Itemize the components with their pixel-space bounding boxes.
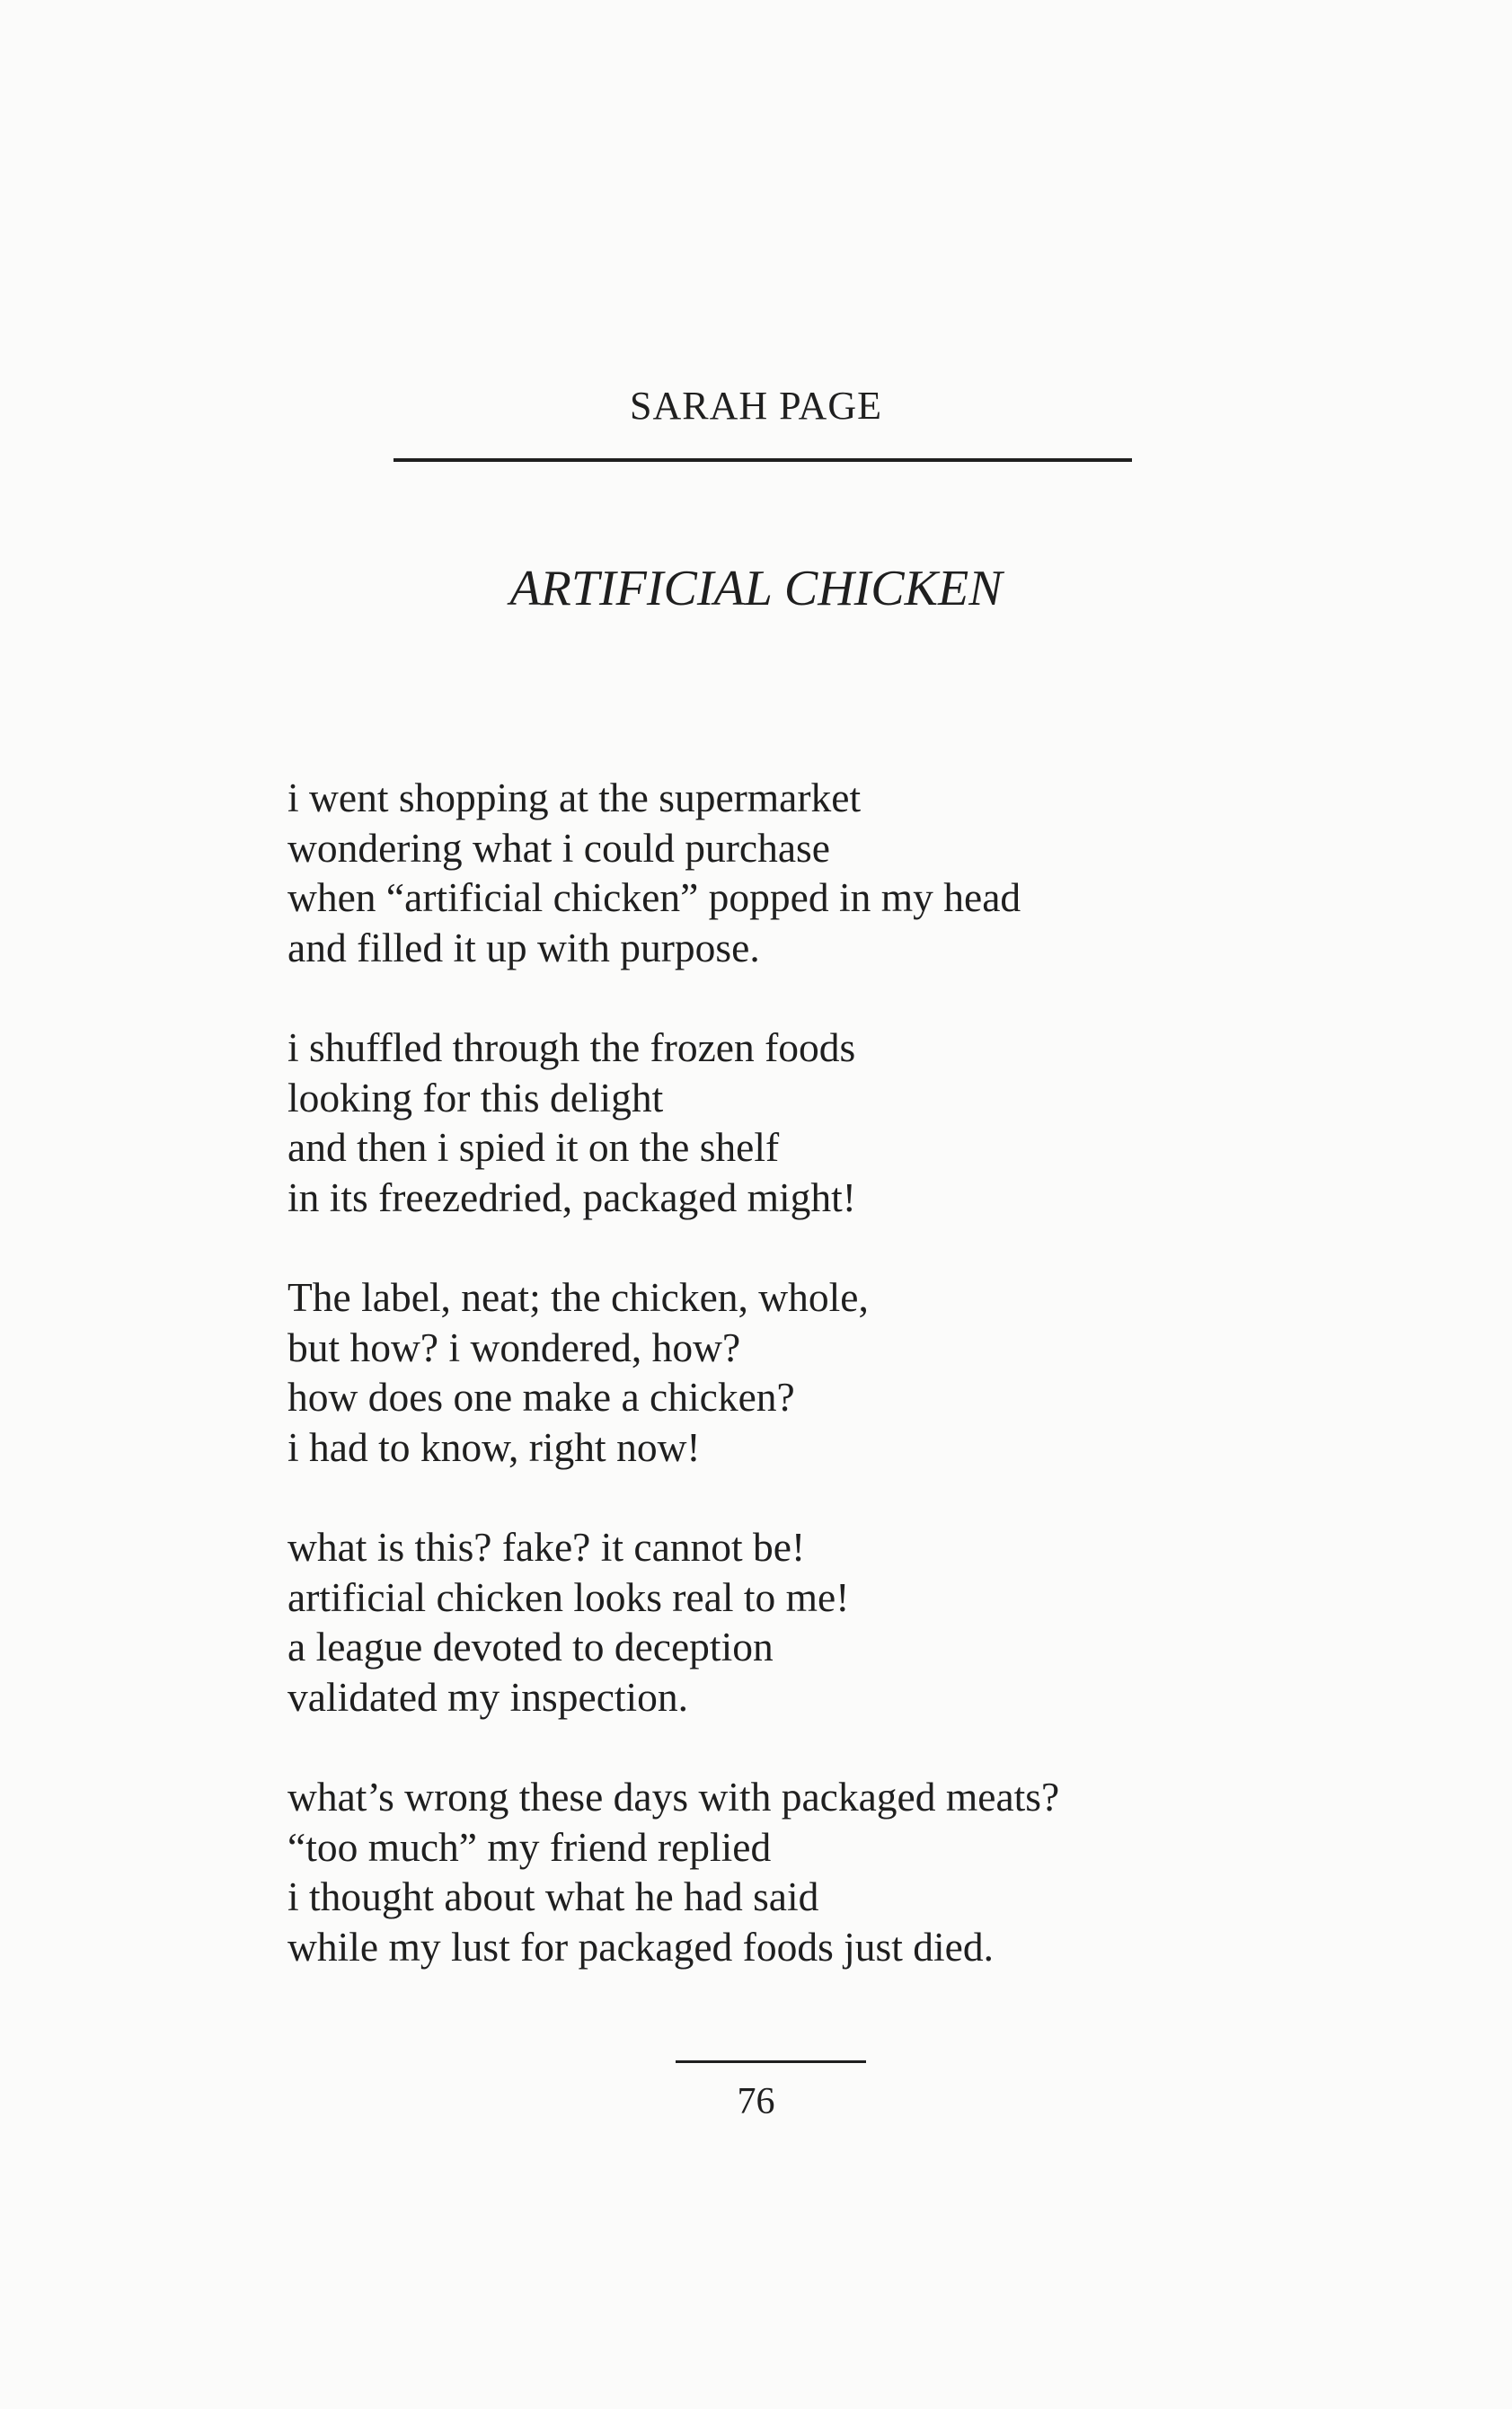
poem-body bbox=[287, 773, 1276, 2022]
poem-line: but how? i wondered, how? bbox=[287, 1324, 741, 1370]
poem-line: what’s wrong these days with packaged meats? bbox=[287, 1774, 1060, 1820]
poem-title: ARTIFICIAL CHICKEN bbox=[509, 561, 1003, 616]
stanza bbox=[287, 1023, 1276, 1222]
poem-line: how does one make a chicken? bbox=[287, 1374, 795, 1420]
poem-line: i went shopping at the supermarket bbox=[287, 775, 862, 820]
stanza bbox=[287, 1522, 1276, 1722]
poem-line: when “artificial chicken” popped in my head bbox=[287, 874, 1021, 920]
page-number: 76 bbox=[737, 2081, 775, 2122]
poem-line: “too much” my friend replied bbox=[287, 1823, 772, 1870]
poem-line: artificial chicken looks real to me! bbox=[287, 1573, 850, 1620]
poem-line: a league devoted to deception bbox=[287, 1624, 774, 1669]
poem-line: and then i spied it on the shelf bbox=[287, 1124, 780, 1170]
poem-line: and filled it up with purpose. bbox=[287, 924, 760, 970]
poem-line: validated my inspection. bbox=[287, 1673, 689, 1720]
poem-line: wondering what i could purchase bbox=[287, 824, 830, 871]
stanza bbox=[287, 1272, 1276, 1472]
poem-line: i had to know, right now! bbox=[287, 1423, 701, 1470]
poem-line: i shuffled through the frozen foods bbox=[287, 1024, 856, 1070]
poem-line: looking for this delight bbox=[287, 1074, 664, 1120]
poem-line: The label, neat; the chicken, whole, bbox=[287, 1274, 869, 1320]
poem-line: i thought about what he had said bbox=[287, 1873, 819, 1919]
stanza bbox=[287, 1772, 1276, 1971]
author-name: SARAH PAGE bbox=[629, 384, 882, 428]
footer-rule bbox=[676, 2060, 866, 2063]
poem-line: what is this? fake? it cannot be! bbox=[287, 1524, 806, 1570]
poem-line: while my lust for packaged foods just died. bbox=[287, 1923, 994, 1970]
stanza bbox=[287, 773, 1276, 972]
header-rule bbox=[393, 458, 1132, 462]
poem-line: in its freezedried, packaged might! bbox=[287, 1174, 856, 1220]
